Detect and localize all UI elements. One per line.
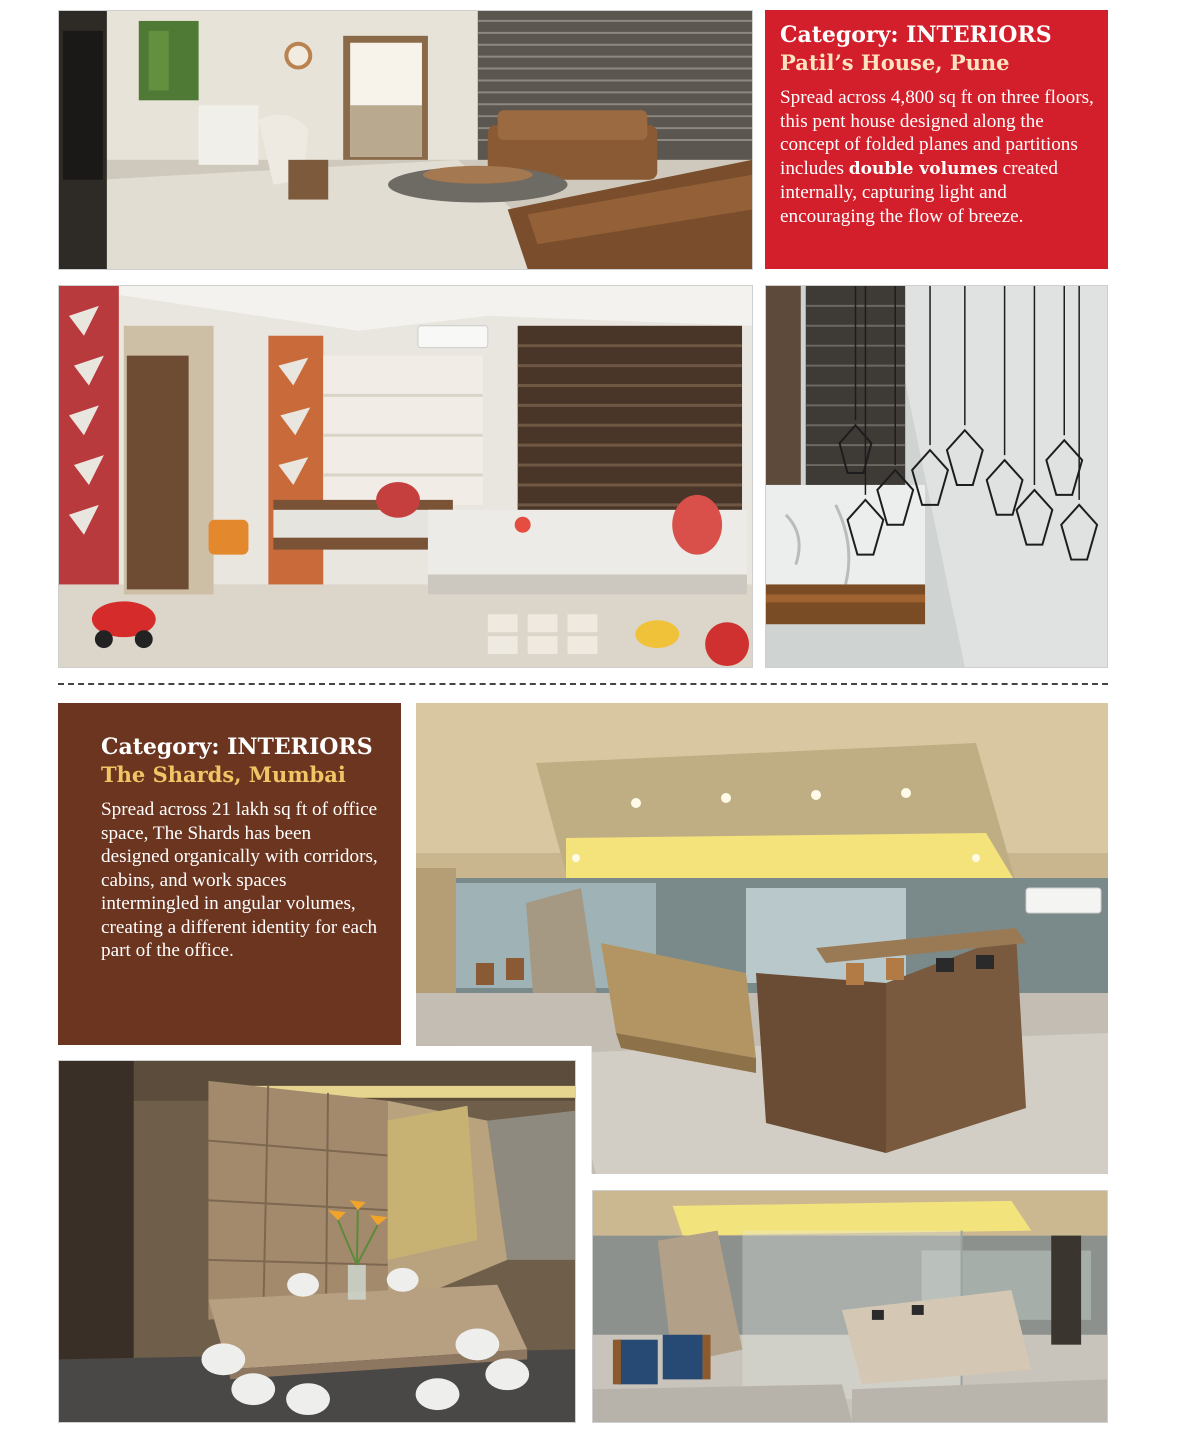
photo-patil-pendant-lights: [765, 285, 1108, 668]
shards-description: Spread across 21 lakh sq ft of office space, The Shards has been designed organically with corridors, cabins, and work spaces intermingled in angular volumes, creating a different identity for each part of the office.: [101, 799, 378, 961]
shards-category: Category: INTERIORS: [101, 734, 373, 760]
photo-patil-living-room: [58, 10, 753, 270]
patil-description-part-1: Spread across 4,800 sq ft on three floors, this pent house designed along the concept of folded planes and partitions includes: [780, 87, 1094, 179]
patil-description-part-2: created internally, capturing light and encouraging the flow of breeze.: [780, 157, 1059, 227]
section-divider: [58, 683, 1108, 685]
photo-patil-kids-room: [58, 285, 753, 668]
cabins-illustration: [593, 1191, 1107, 1422]
shards-caption-box: [58, 703, 401, 1045]
meeting-room-illustration: [59, 1061, 575, 1422]
pendant-lights-illustration: [766, 286, 1107, 667]
patil-project-title: Patil’s House, Pune: [780, 50, 1010, 75]
shards-project-title: The Shards, Mumbai: [101, 762, 346, 787]
living-room-illustration: [59, 11, 752, 269]
patil-category: Category: INTERIORS: [780, 22, 1052, 48]
patil-description-bold: double volumes: [848, 158, 998, 179]
photo-shards-meeting-room: [58, 1060, 576, 1423]
photo-shards-cabins: [592, 1190, 1108, 1423]
kids-room-illustration: [59, 286, 752, 667]
patil-description: [780, 86, 1094, 228]
patil-caption-box: [765, 10, 1108, 269]
